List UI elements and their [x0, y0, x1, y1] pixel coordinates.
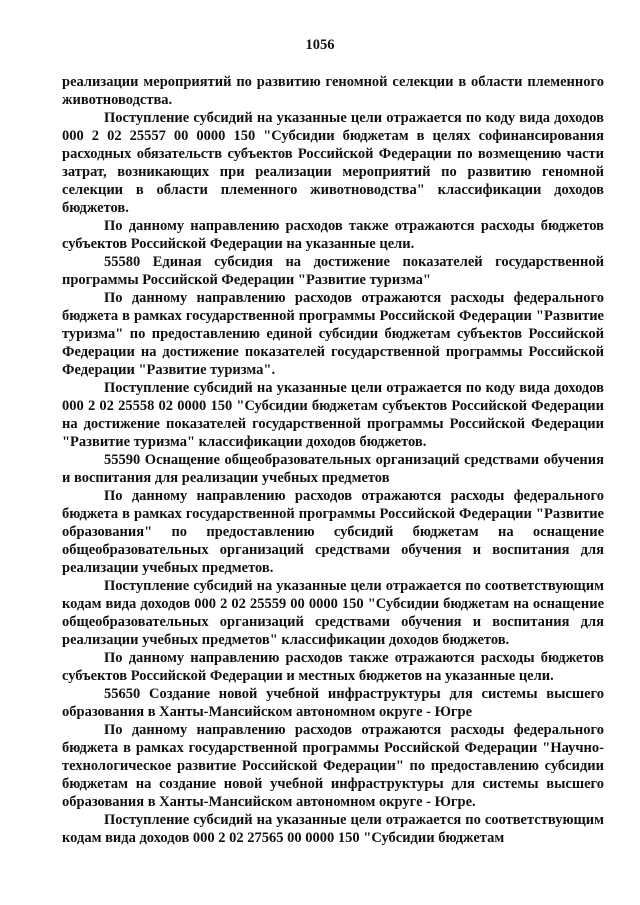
page-body — [62, 73, 604, 847]
section-heading-55650: 55650 Создание новой учебной инфраструктуры для системы высшего образования в Ханты-Мансийском автономном округе - Югре — [62, 686, 604, 720]
paragraph-continuation: реализации мероприятий по развитию геномной селекции в области племенного животноводства. — [62, 74, 604, 108]
paragraph: Поступление субсидий на указанные цели отражается по коду вида доходов 000 2 02 25558 02 0000 150 "Субсидии бюджетам субъектов Российской Федерации на достижение показателей государственной программы Российской Федерации "Развитие туризма" классификации доходов бюджетов. — [62, 380, 604, 450]
paragraph: Поступление субсидий на указанные цели отражается по соответствующим кодам вида доходов 000 2 02 27565 00 0000 150 "Субсидии бюджетам — [62, 812, 604, 846]
paragraph: По данному направлению расходов отражаются расходы федерального бюджета в рамках государственной программы Российской Федерации "Развитие образования" по предоставлению субсидий бюджетам на оснащение общеобразовательных организаций средствами обучения и воспитания для реализации учебных предметов. — [62, 488, 604, 576]
page-number: 1056 — [305, 37, 335, 53]
paragraph: По данному направлению расходов отражаются расходы федерального бюджета в рамках государственной программы Российской Федерации "Развитие туризма" по предоставлению единой субсидии бюджетам субъектов Российской Федерации на достижение показателей государственной программы Российской Федерации "Развитие туризма". — [62, 290, 604, 378]
paragraph: По данному направлению расходов отражаются расходы федерального бюджета в рамках государственной программы Российской Федерации "Научно-технологическое развитие Российской Федерации" по предоставлению субсидии бюджетам на создание новой учебной инфраструктуры для системы высшего образования в Ханты-Мансийском автономном округе - Югре. — [62, 722, 604, 810]
paragraph: Поступление субсидий на указанные цели отражается по соответствующим кодам вида доходов 000 2 02 25559 00 0000 150 "Субсидии бюджетам на оснащение общеобразовательных организаций средствами обучения и воспитания для реализации учебных предметов" классификации доходов бюджетов. — [62, 578, 604, 648]
paragraph: По данному направлению расходов также отражаются расходы бюджетов субъектов Российской Федерации и местных бюджетов на указанные цели. — [62, 650, 604, 684]
paragraph: По данному направлению расходов также отражаются расходы бюджетов субъектов Российской Федерации на указанные цели. — [62, 218, 604, 252]
section-heading-55590: 55590 Оснащение общеобразовательных организаций средствами обучения и воспитания для реализации учебных предметов — [62, 452, 604, 486]
section-heading-55580: 55580 Единая субсидия на достижение показателей государственной программы Российской Федерации "Развитие туризма" — [62, 254, 604, 288]
paragraph: Поступление субсидий на указанные цели отражается по коду вида доходов 000 2 02 25557 00 0000 150 "Субсидии бюджетам в целях софинансирования расходных обязательств субъектов Российской Федерации по возмещению части затрат, возникающих при реализации мероприятий по развитию геномной селекции в области племенного животноводства" классификации доходов бюджетов. — [62, 110, 604, 216]
